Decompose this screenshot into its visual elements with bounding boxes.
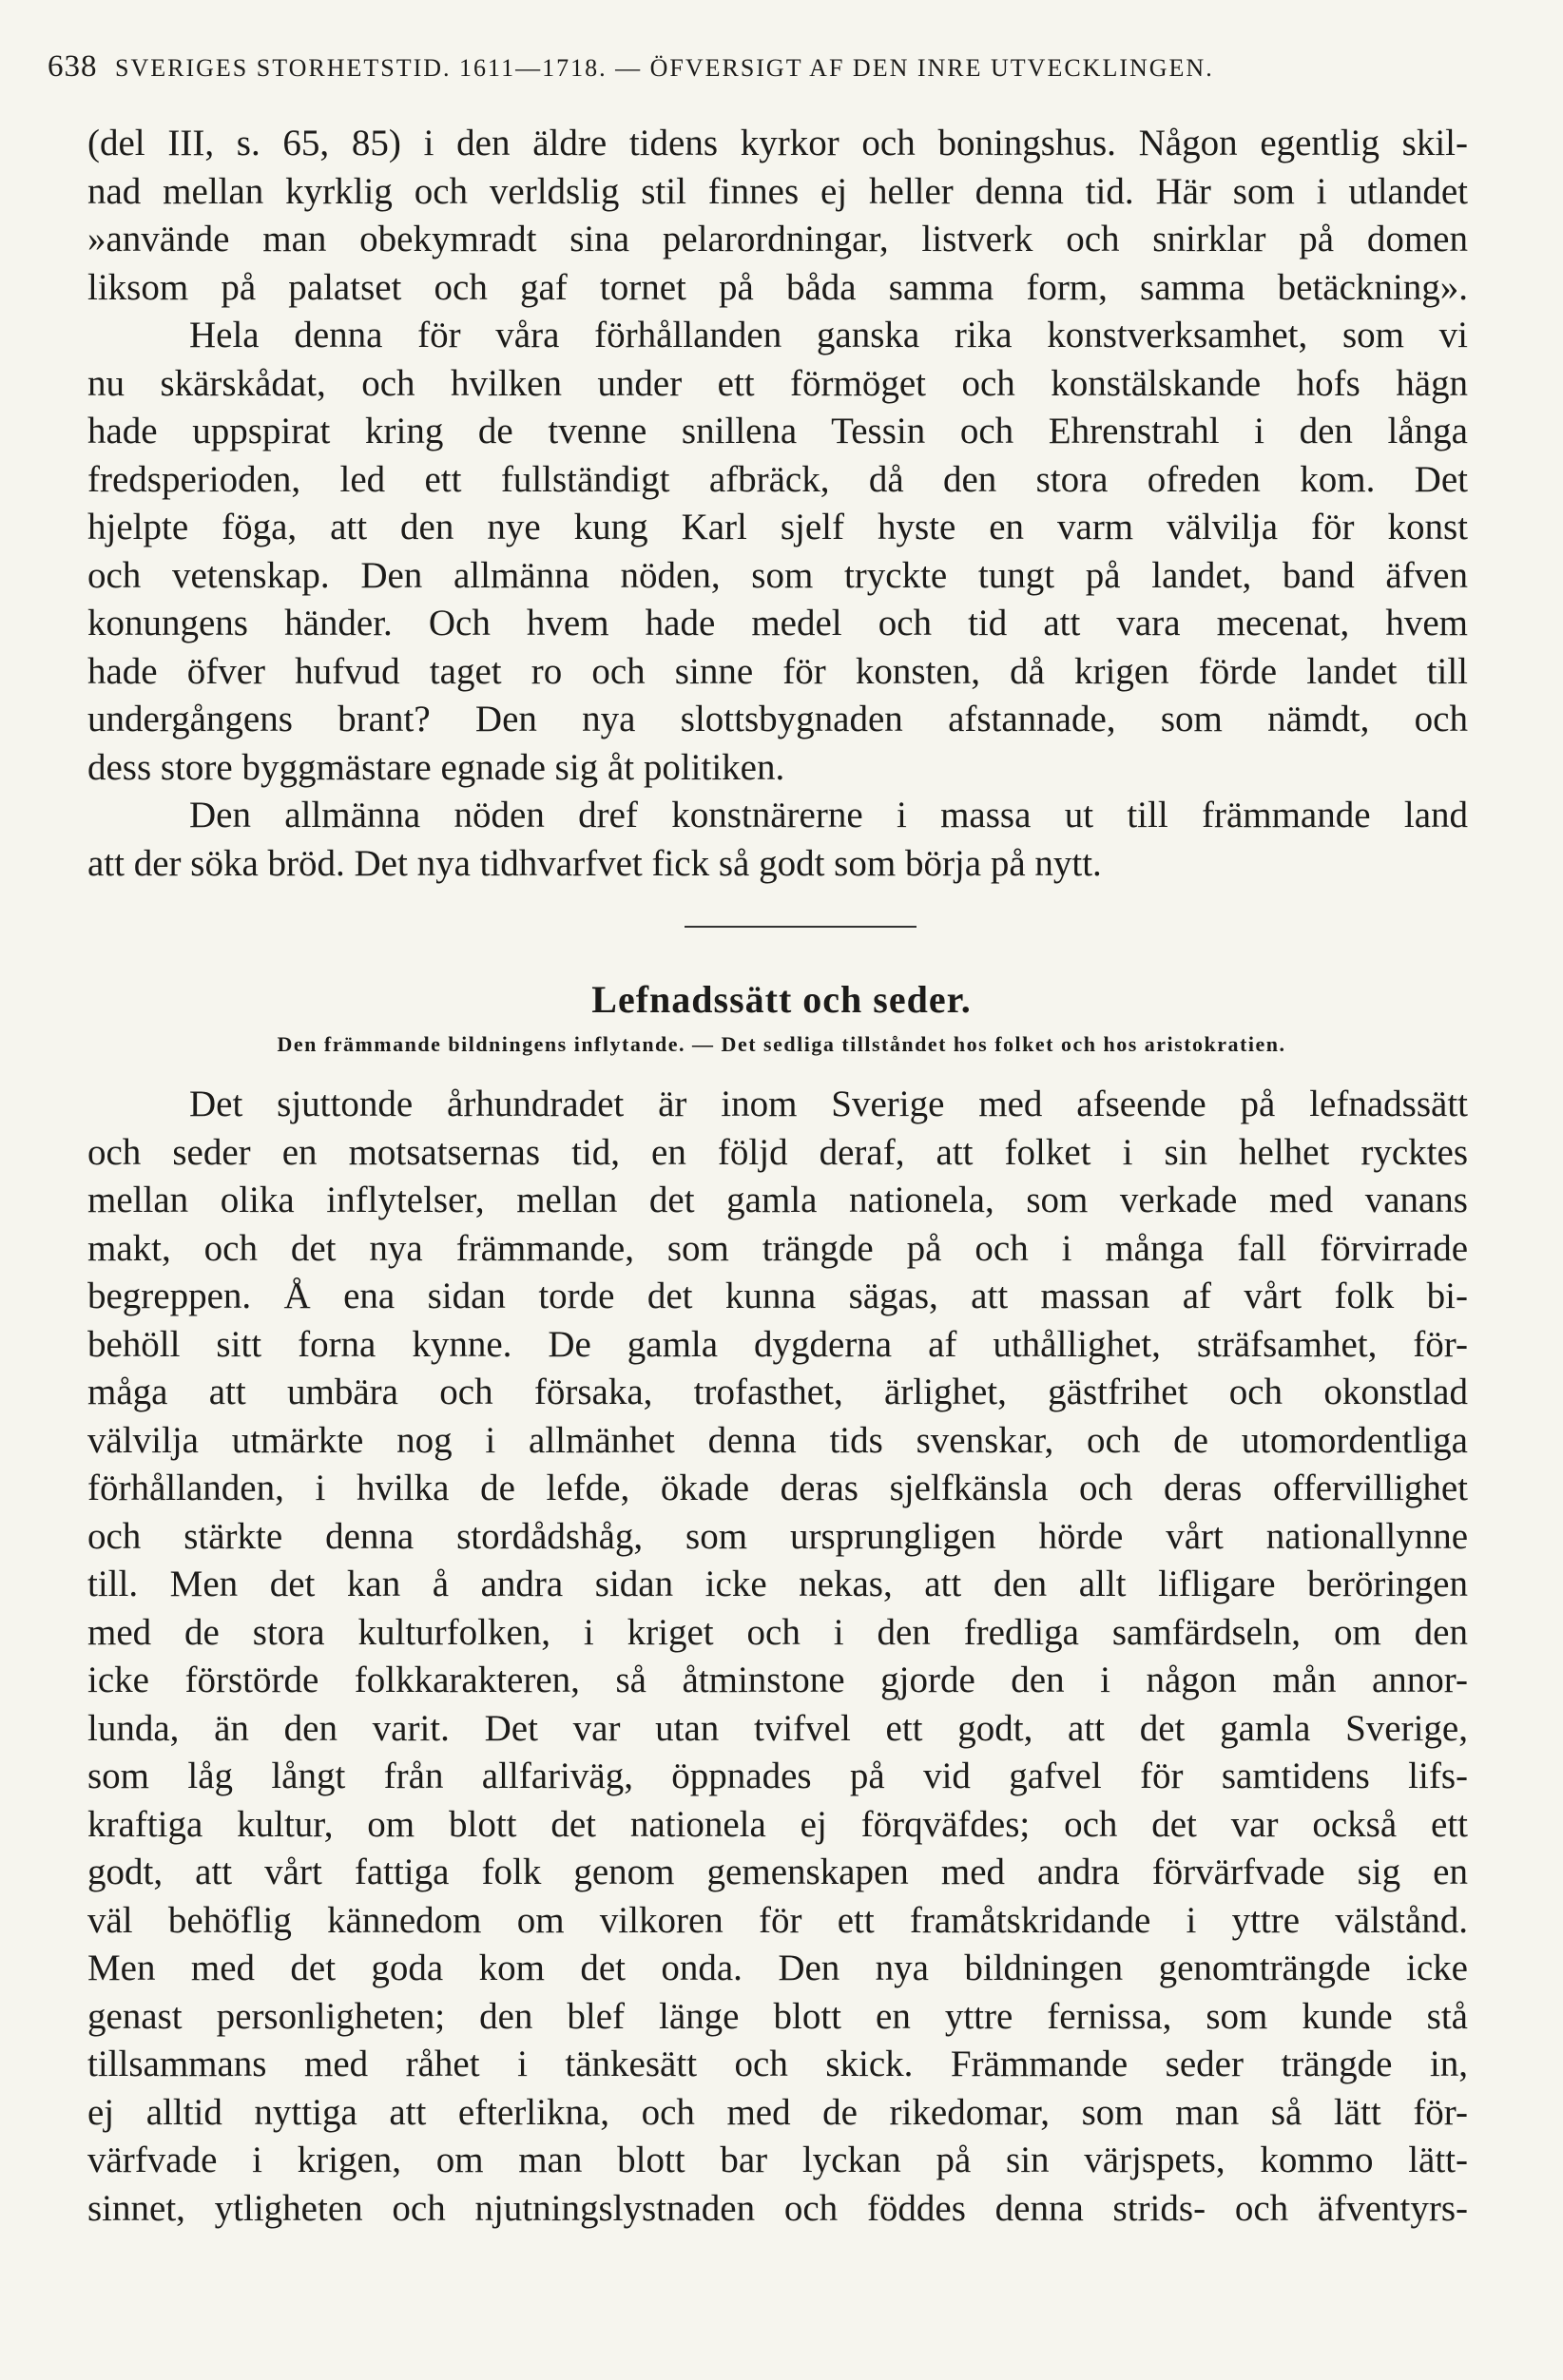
text-line: värfvade i krigen, om man blott bar lyckan på sin värjspets, kommo lätt- xyxy=(87,2140,1468,2180)
text-line: kraftiga kultur, om blott det nationela ej förqväfdes; och det var också ett xyxy=(87,1803,1468,1845)
section-divider xyxy=(685,926,917,928)
text-line: och seder en motsatsernas tid, en följd deraf, att folket i sin helhet rycktes xyxy=(87,1131,1468,1173)
text-line: välvilja utmärkte nog i allmänhet denna tids svenskar, och de utomordentliga xyxy=(87,1419,1468,1461)
text-line: makt, och det nya främmande, som trängde på och i många fall förvirrade xyxy=(87,1227,1468,1269)
text-line: och vetenskap. Den allmänna nöden, som tryckte tungt på landet, band äfven xyxy=(87,554,1468,596)
text-line: med de stora kulturfolken, i kriget och i den fredliga samfärdseln, om den xyxy=(87,1611,1468,1653)
text-line: Hela denna för våra förhållanden ganska rika konstverksamhet, som vi xyxy=(189,315,1468,355)
text-line: att der söka bröd. Det nya tidhvarfvet fick så godt som börja på nytt. xyxy=(87,842,1102,884)
text-line: godt, att vårt fattiga folk genom gemenskapen med andra förvärfvade sig en xyxy=(87,1852,1468,1892)
text-line: lunda, än den varit. Det var utan tvifvel ett godt, att det gamla Sverige, xyxy=(87,1707,1468,1749)
text-line: genast personligheten; den blef länge blott en yttre fernissa, som kunde stå xyxy=(87,1995,1468,2037)
running-title: SVERIGES STORHETSTID. 1611—1718. — ÖFVERSIGT AF DEN INRE UTVECKLINGEN. xyxy=(115,54,1214,82)
text-line: måga att umbära och försaka, trofasthet, ärlighet, gästfrihet och okonstlad xyxy=(87,1372,1468,1412)
text-line: hade öfver hufvud taget ro och sinne för konsten, då krigen förde landet till xyxy=(87,650,1468,692)
text-line: »använde man obekymradt sina pelarordningar, listverk och snirklar på domen xyxy=(87,219,1468,259)
text-line: ej alltid nyttiga att efterlikna, och med de rikedomar, som man så lätt för- xyxy=(87,2091,1468,2133)
text-line: liksom på palatset och gaf tornet på båda samma form, samma betäckning». xyxy=(87,266,1468,308)
section-heading: Lefnadssätt och seder. xyxy=(591,978,972,1021)
page-number: 638 xyxy=(48,49,98,84)
text-line: väl behöflig kännedom om vilkoren för ett framåtskridande i yttre välstånd. xyxy=(87,1899,1468,1941)
text-line: Men med det goda kom det onda. Den nya bildningen genomträngde icke xyxy=(87,1948,1468,1988)
text-line: nad mellan kyrklig och verldslig stil finnes ej heller denna tid. Här som i utlandet xyxy=(87,170,1468,212)
text-line: begreppen. Å ena sidan torde det kunna sägas, att massan af vårt folk bi- xyxy=(87,1276,1468,1316)
text-line: icke förstörde folkkarakteren, så åtminstone gjorde den i någon mån annor- xyxy=(87,1660,1468,1700)
section1-body xyxy=(87,120,1468,888)
text-line: hade uppspirat kring de tvenne snillena Tessin och Ehrenstrahl i den långa xyxy=(87,411,1468,451)
section2-body xyxy=(87,1081,1468,2233)
text-line: mellan olika inflytelser, mellan det gamla nationela, som verkade med vanans xyxy=(87,1180,1468,1220)
text-line: förhållanden, i hvilka de lefde, ökade deras sjelfkänsla och deras offervillighet xyxy=(87,1468,1468,1508)
text-line: och stärkte denna stordådshåg, som ursprungligen hörde vårt nationallynne xyxy=(87,1515,1468,1557)
text-line: till. Men det kan å andra sidan icke nekas, att den allt lifligare beröringen xyxy=(87,1564,1468,1604)
section-subheading: Den främmande bildningens inflytande. — Det sedliga tillståndet hos folket och hos aristokratien. xyxy=(277,1032,1286,1056)
text-line: nu skärskådat, och hvilken under ett förmöget och konstälskande hofs hägn xyxy=(87,362,1468,404)
text-line: behöll sitt forna kynne. De gamla dygderna af uthållighet, sträfsamhet, för- xyxy=(87,1323,1468,1365)
text-line: hjelpte föga, att den nye kung Karl sjelf hyste en varm välvilja för konst xyxy=(87,507,1468,547)
text-line: tillsammans med råhet i tänkesätt och skick. Främmande seder trängde in, xyxy=(87,2044,1468,2084)
text-line: dess store byggmästare egnade sig åt politiken. xyxy=(87,746,785,788)
text-line: fredsperioden, led ett fullständigt afbräck, då den stora ofreden kom. Det xyxy=(87,458,1468,500)
text-line: Den allmänna nöden dref konstnärerne i massa ut till främmande land xyxy=(189,795,1468,835)
text-line: som låg långt från allfariväg, öppnades på vid gafvel för samtidens lifs- xyxy=(87,1756,1468,1796)
text-line: undergångens brant? Den nya slottsbygnaden afstannade, som nämdt, och xyxy=(87,699,1468,739)
text-line: sinnet, ytligheten och njutningslystnaden och föddes denna strids- och äfventyrs- xyxy=(87,2187,1468,2229)
text-line: konungens händer. Och hvem hade medel och tid att vara mecenat, hvem xyxy=(87,603,1468,643)
running-head xyxy=(48,49,1474,85)
text-line: Det sjuttonde århundradet är inom Sverige med afseende på lefnadssätt xyxy=(189,1084,1468,1124)
text-line: (del III, s. 65, 85) i den äldre tidens kyrkor och boningshus. Någon egentlig skil- xyxy=(87,123,1468,163)
